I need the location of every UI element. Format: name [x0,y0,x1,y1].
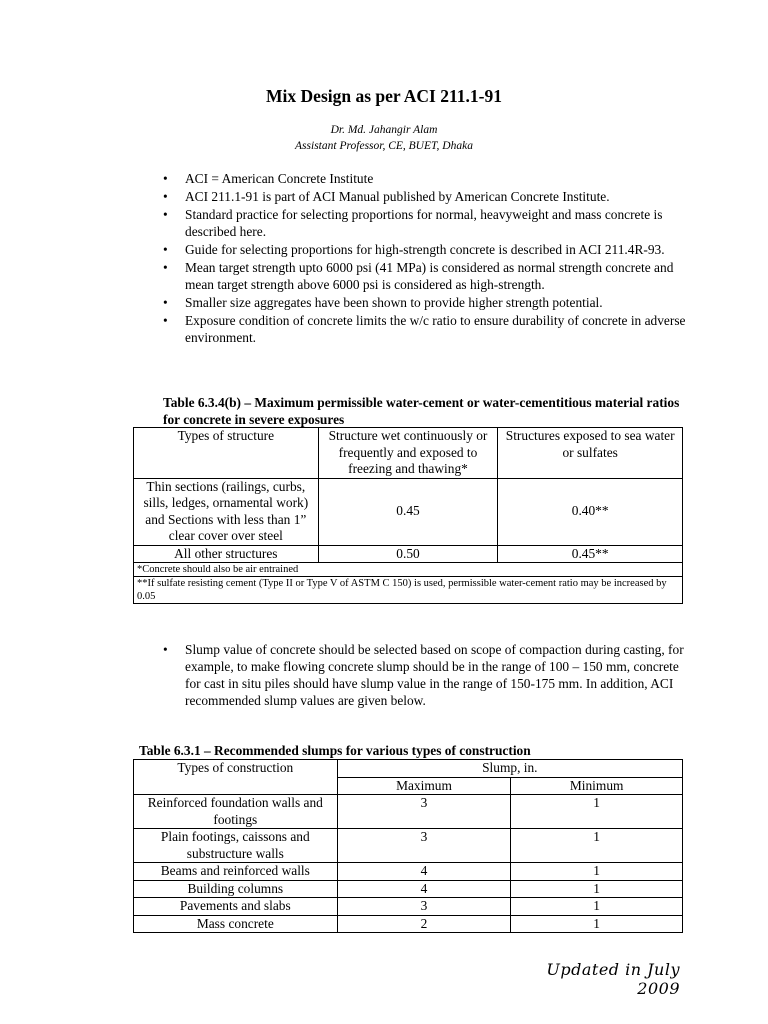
list-item: • Smaller size aggregates have been shown to provide higher strength potential. [163,294,693,311]
document-title: Mix Design as per ACI 211.1-91 [266,86,502,106]
table1-caption: Table 6.3.4(b) – Maximum permissible water-cement or water-cementitious material ratios for concrete in severe exposures [163,395,680,427]
sea-ratio-cell: 0.45** [498,545,683,563]
list-item: • Guide for selecting proportions for high-strength concrete is described in ACI 211.4R-93. [163,241,693,258]
intro-bullet-list [163,170,693,347]
list-item: • Mean target strength upto 6000 psi (41 MPa) is considered as normal strength concrete and mean target strength above 6000 psi is considered as high-strength. [163,259,693,293]
author-block [0,122,768,154]
list-item: • Slump value of concrete should be selected based on scope of compaction during casting, for example, to make flowing concrete slump should be in the range of 100 – 150 mm, concrete for cast in situ piles should have slump value in the range of 150-175 mm. In addition, ACI recommended slump values are given below. [163,641,693,709]
min-slump-cell: 1 [511,880,683,898]
table-note-row [134,577,683,604]
author-name: Dr. Md. Jahangir Alam [330,124,438,136]
slump-table [133,759,683,933]
table-row [134,795,683,829]
max-slump-cell: 3 [337,795,511,829]
construction-type-cell: Plain footings, caissons and substructure walls [134,829,338,863]
header-cell: Minimum [511,777,683,795]
table-row [134,829,683,863]
structure-type-cell: Thin sections (railings, curbs, sills, ledges, ornamental work) and Sections with less than 1” clear cover over steel [134,478,319,545]
updated-footer: Updated in July 2009 [546,960,680,998]
slump-bullet-list [163,641,693,710]
max-slump-cell: 4 [337,863,511,881]
max-slump-cell: 4 [337,880,511,898]
structure-type-cell: All other structures [134,545,319,563]
list-item: • ACI 211.1-91 is part of ACI Manual published by American Concrete Institute. [163,188,693,205]
header-cell: Structures exposed to sea water or sulfates [498,428,683,479]
construction-type-cell: Mass concrete [134,915,338,933]
table-row [134,915,683,933]
table-header-row [134,428,683,479]
max-slump-cell: 3 [337,829,511,863]
table-row [134,863,683,881]
construction-type-cell: Building columns [134,880,338,898]
sulfate-cement-note: **If sulfate resisting cement (Type II or Type V of ASTM C 150) is used, permissible water-cement ratio may be increased by 0.05 [134,577,683,604]
construction-type-cell: Beams and reinforced walls [134,863,338,881]
table-row [134,545,683,563]
table-row [134,898,683,916]
min-slump-cell: 1 [511,829,683,863]
wet-ratio-cell: 0.50 [318,545,498,563]
list-item: • Exposure condition of concrete limits the w/c ratio to ensure durability of concrete in adverse environment. [163,312,693,346]
construction-type-cell: Reinforced foundation walls and footings [134,795,338,829]
wc-ratio-table [133,427,683,604]
author-position: Assistant Professor, CE, BUET, Dhaka [295,140,473,152]
table2-caption: Table 6.3.1 – Recommended slumps for various types of construction [139,743,531,758]
table-row [134,478,683,545]
table-row [134,880,683,898]
table-note-row [134,563,683,577]
max-slump-cell: 3 [337,898,511,916]
table-header-row [134,760,683,778]
header-cell: Slump, in. [337,760,682,778]
list-item: • Standard practice for selecting proportions for normal, heavyweight and mass concrete is described here. [163,206,693,240]
header-cell: Types of structure [134,428,319,479]
list-item: • ACI = American Concrete Institute [163,170,693,187]
min-slump-cell: 1 [511,915,683,933]
header-cell: Types of construction [134,760,338,795]
sea-ratio-cell: 0.40** [498,478,683,545]
min-slump-cell: 1 [511,795,683,829]
min-slump-cell: 1 [511,863,683,881]
min-slump-cell: 1 [511,898,683,916]
wet-ratio-cell: 0.45 [318,478,498,545]
header-cell: Structure wet continuously or frequently and exposed to freezing and thawing* [318,428,498,479]
air-entrained-note: *Concrete should also be air entrained [134,563,683,577]
max-slump-cell: 2 [337,915,511,933]
construction-type-cell: Pavements and slabs [134,898,338,916]
header-cell: Maximum [337,777,511,795]
